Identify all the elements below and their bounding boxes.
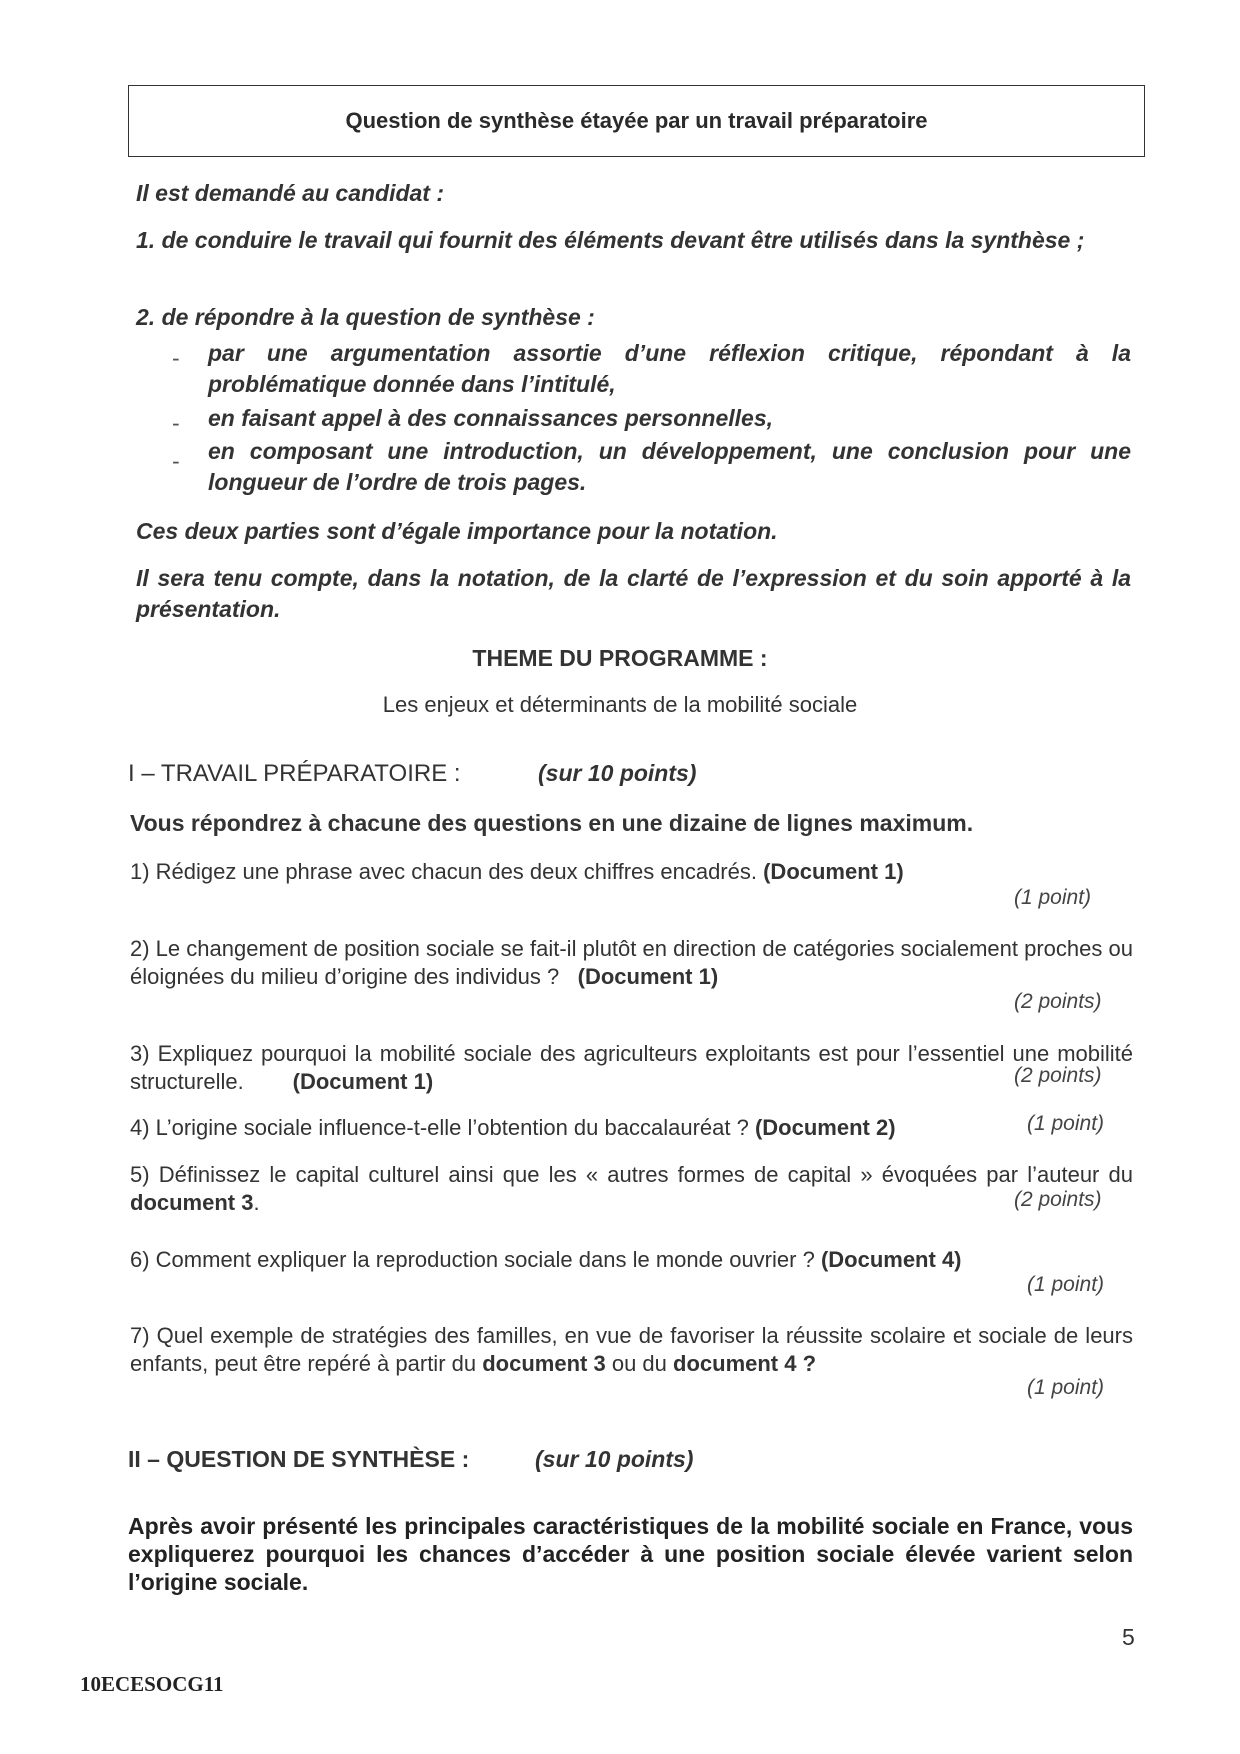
part2-points: (sur 10 points) (535, 1446, 694, 1472)
question-4-points: (1 point) (1027, 1112, 1105, 1135)
question-4: 4) L’origine sociale influence-t-elle l’obtention du baccalauréat ? (Document 2) (130, 1115, 896, 1140)
bullet-dash: - (172, 448, 180, 474)
question-6-points: (1 point) (1027, 1273, 1105, 1296)
theme-heading: THEME DU PROGRAMME : (472, 645, 768, 671)
instruction-equal-weight: Ces deux parties sont d’égale importance pour la notation. (136, 518, 778, 544)
bullet-dash: - (172, 410, 180, 436)
instruction-bullet-1: par une argumentation assortie d’une réflexion critique, répondant à la problématique donnée dans l’intitulé, (208, 340, 1131, 397)
question-7: 7) Quel exemple de stratégies des familles, en vue de favoriser la réussite scolaire et sociale de leurs enfants, peut être repéré à partir du document 3 ou du document 4 ? (130, 1323, 1133, 1376)
question-5: 5) Définissez le capital culturel ainsi que les « autres formes de capital » évoquées par l’auteur du document 3. (130, 1162, 1133, 1215)
part1-points: (sur 10 points) (538, 760, 697, 786)
question-2-points: (2 points) (1014, 990, 1102, 1013)
part2-heading: II – QUESTION DE SYNTHÈSE : (128, 1446, 470, 1472)
synthesis-question: Après avoir présenté les principales caractéristiques de la mobilité sociale en France, vous expliquerez pourquoi les chances d’accéder à une position sociale élevée varient selon l’origine sociale. (128, 1513, 1133, 1595)
instruction-item-1: 1. de conduire le travail qui fournit des éléments devant être utilisés dans la synthèse ; (136, 227, 1085, 253)
question-3-points: (2 points) (1014, 1064, 1102, 1087)
part1-heading: I – TRAVAIL PRÉPARATOIRE : (128, 760, 461, 787)
page-number: 5 (1122, 1624, 1135, 1650)
question-1-points: (1 point) (1014, 886, 1092, 909)
question-3: 3) Expliquez pourquoi la mobilité sociale des agriculteurs exploitants est pour l’essentiel une mobilité structurelle. (Document 1) (130, 1041, 1133, 1094)
question-6: 6) Comment expliquer la reproduction sociale dans le monde ouvrier ? (Document 4) (130, 1247, 962, 1272)
page-title: Question de synthèse étayée par un travail préparatoire (345, 108, 928, 133)
document-code: 10ECESOCG11 (80, 1672, 224, 1696)
instruction-bullet-3: en composant une introduction, un développement, une conclusion pour une longueur de l’ordre de trois pages. (208, 438, 1131, 495)
part1-instruction: Vous répondrez à chacune des questions en une dizaine de lignes maximum. (130, 810, 974, 836)
instruction-clarity: Il sera tenu compte, dans la notation, de la clarté de l’expression et du soin apporté à la présentation. (136, 565, 1131, 622)
title-box (128, 85, 1145, 157)
instruction-bullet-2: en faisant appel à des connaissances personnelles, (208, 405, 774, 431)
instructions-intro: Il est demandé au candidat : (136, 180, 445, 206)
question-2: 2) Le changement de position sociale se fait-il plutôt en direction de catégories socialement proches ou éloignées du milieu d’origine des individus ? (Document 1) (130, 936, 1133, 989)
bullet-dash: - (172, 345, 180, 371)
question-1: 1) Rédigez une phrase avec chacun des deux chiffres encadrés. (Document 1) (130, 859, 904, 884)
question-7-points: (1 point) (1027, 1376, 1105, 1399)
instruction-item-2: 2. de répondre à la question de synthèse : (136, 304, 595, 330)
question-5-points: (2 points) (1014, 1188, 1102, 1211)
theme-subject: Les enjeux et déterminants de la mobilité sociale (382, 692, 858, 717)
